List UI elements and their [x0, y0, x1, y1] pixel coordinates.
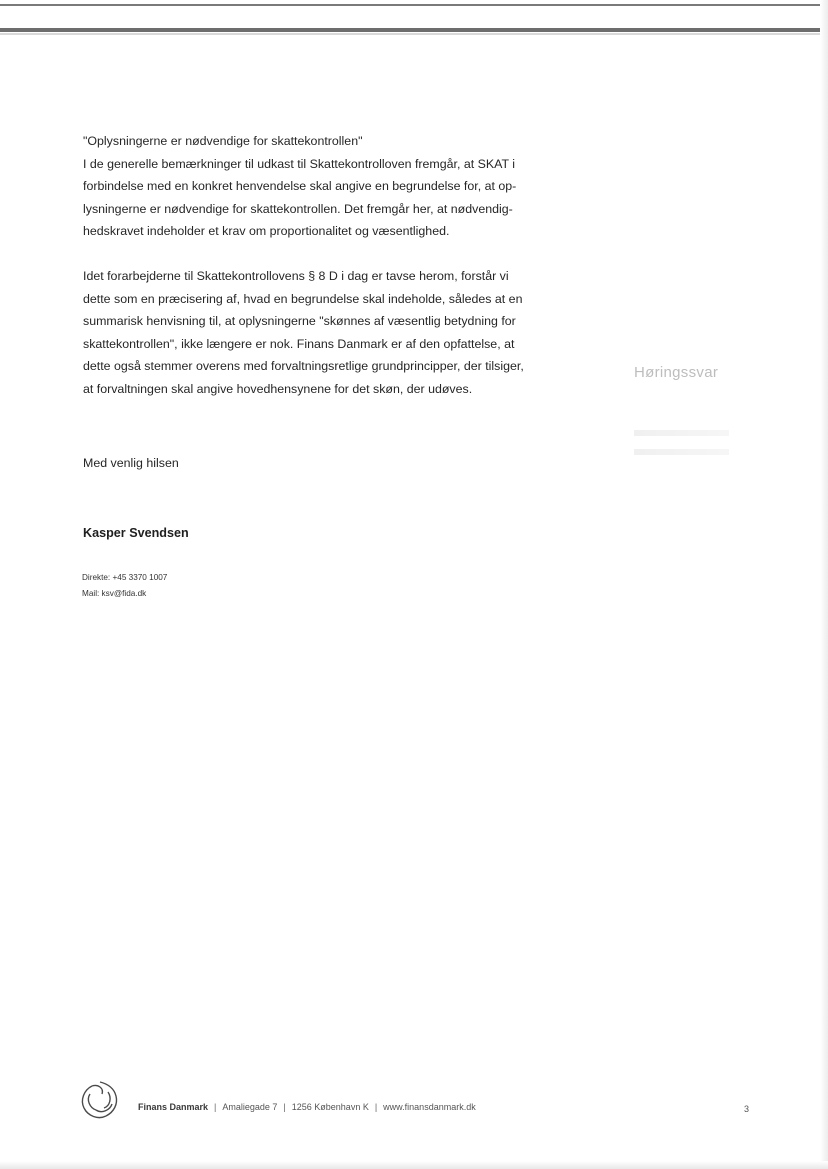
scan-top-bar [0, 28, 828, 32]
signer-contact [82, 570, 167, 601]
paragraph-1-line: lysningerne er nødvendige for skattekontrollen. Det fremgår her, at nødvendig- [83, 201, 513, 216]
paragraph-1-line: hedskravet indeholder et krav om proportionalitet og væsentlighed. [83, 224, 450, 238]
scan-bottom-edge [0, 1161, 828, 1169]
footer-address-line [138, 1102, 476, 1112]
paragraph-2-line: at forvaltningen skal angive hovedhensynene for det skøn, der udøves. [83, 381, 473, 396]
paragraph-1 [83, 130, 593, 243]
footer-separator: | [283, 1102, 286, 1112]
page-footer [78, 1078, 778, 1122]
scan-top-shadow [0, 33, 828, 35]
scan-top-line [0, 4, 828, 6]
footer-street: Amaliegade 7 [222, 1102, 278, 1112]
paragraph-2 [83, 265, 593, 400]
footer-separator: | [214, 1102, 217, 1112]
closing-greeting: Med venlig hilsen [83, 456, 179, 470]
letter-body [83, 130, 593, 400]
faint-reference-text [634, 449, 729, 455]
paragraph-2-line: dette som en præcisering af, hvad en begrundelse skal indeholde, således at en [83, 291, 523, 306]
paragraph-2-line: Idet forarbejderne til Skattekontrollovens § 8 D i dag er tavse herom, forstår vi [83, 269, 509, 283]
page-number: 3 [744, 1104, 750, 1114]
footer-separator: | [374, 1102, 378, 1112]
signer-name: Kasper Svendsen [83, 526, 189, 540]
paragraph-2-line: skattekontrollen", ikke længere er nok. Finans Danmark er af den opfattelse, at [83, 336, 515, 351]
paragraph-2-line: dette også stemmer overens med forvaltningsretlige grundprincipper, der tilsiger, [83, 359, 524, 373]
paragraph-2-line: summarisk henvisning til, at oplysningerne "skønnes af væsentlig betydning for [83, 314, 516, 328]
paragraph-1-line: I de generelle bemærkninger til udkast til Skattekontrolloven fremgår, at SKAT i [83, 156, 516, 171]
footer-brand: Finans Danmark [138, 1102, 209, 1112]
mail-address: Mail: ksv@fida.dk [82, 588, 147, 598]
scan-top-edge [0, 0, 828, 40]
direct-phone: Direkte: +45 3370 1007 [82, 573, 168, 582]
paragraph-1-line: "Oplysningerne er nødvendige for skattekontrollen" [83, 134, 363, 148]
faint-date-text [634, 430, 729, 436]
paragraph-1-line: forbindelse med en konkret henvendelse skal angive en begrundelse for, at op- [83, 179, 517, 193]
footer-website-link[interactable]: www.finansdanmark.dk [383, 1102, 476, 1112]
footer-city: 1256 København K [291, 1102, 369, 1112]
finans-danmark-logo-icon [78, 1078, 122, 1122]
sidebar-document-type: Høringssvar [634, 364, 719, 381]
scan-right-edge [820, 0, 828, 1169]
